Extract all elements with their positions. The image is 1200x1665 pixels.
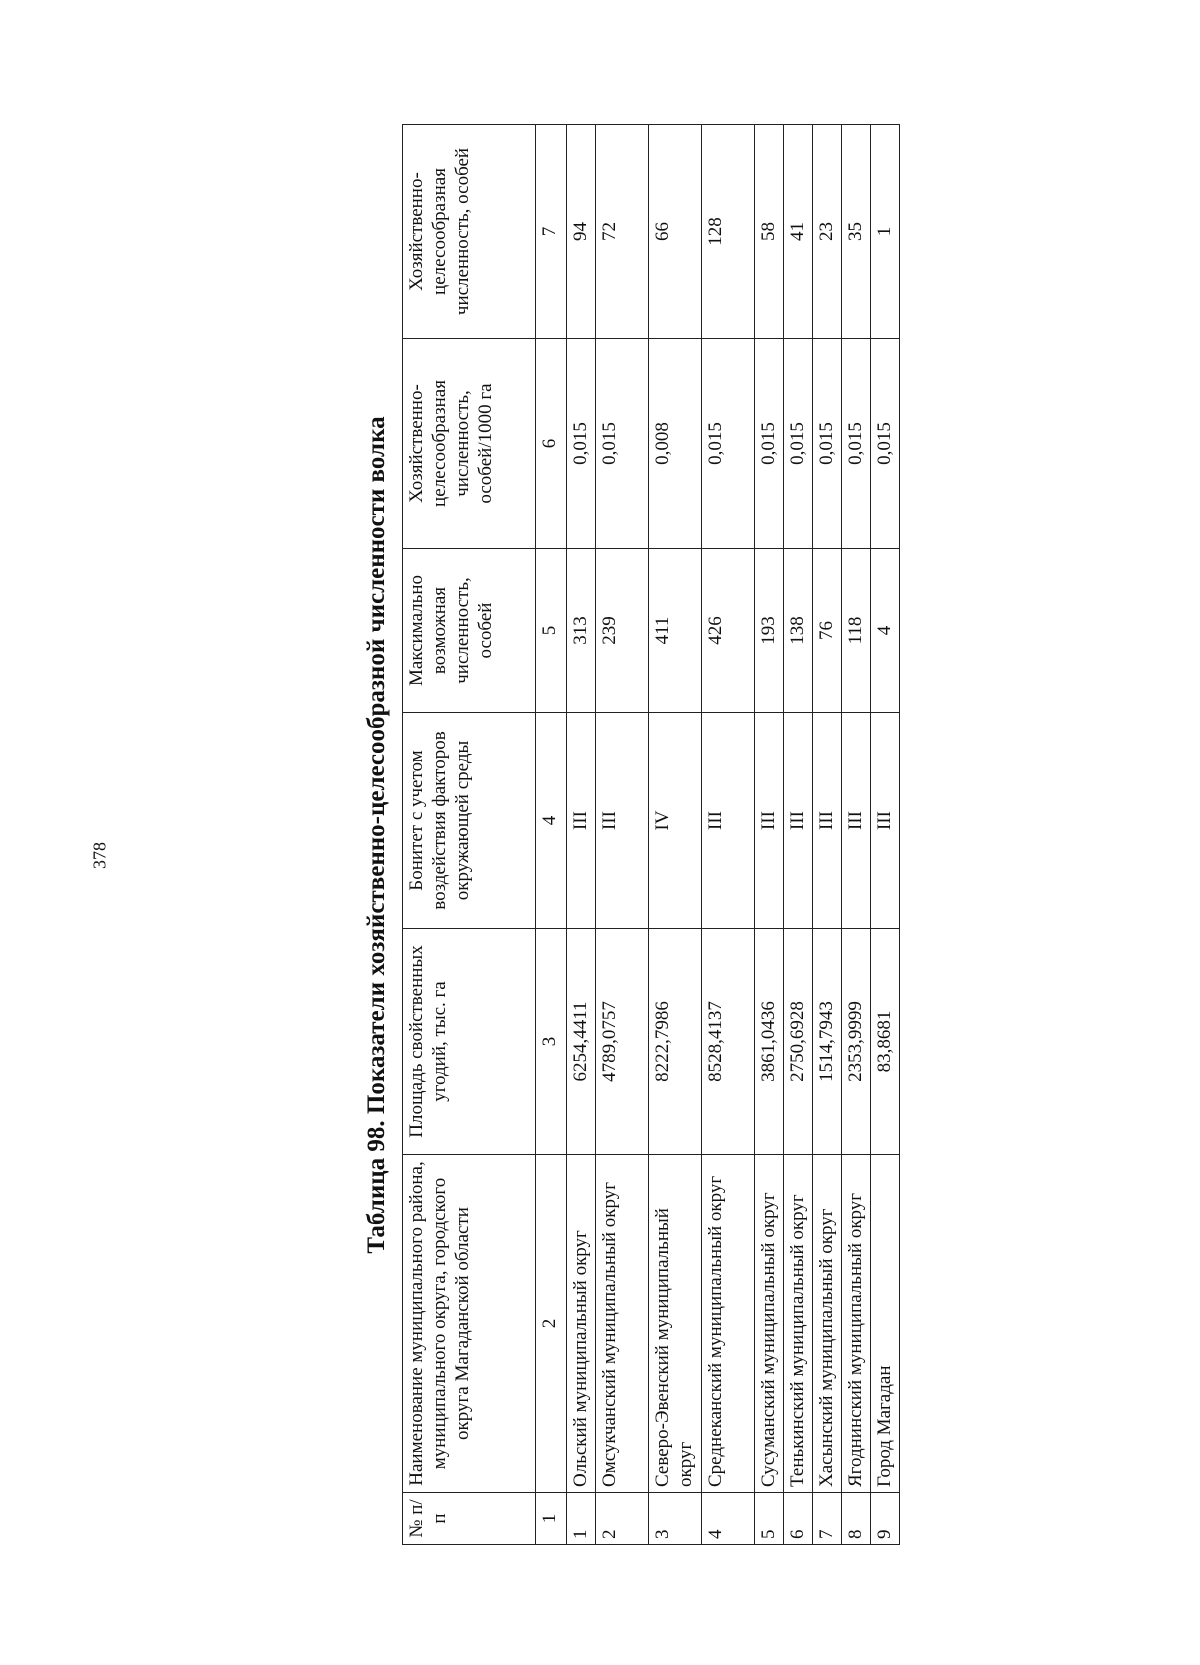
max-count-value: 193 [755,549,784,713]
table-header-row [403,125,536,1545]
max-count-value: 138 [784,549,813,713]
area-value: 3861,0436 [755,929,784,1155]
header-cell: Хозяйственно-целесообразная численность, особей/1000 га [403,339,536,549]
row-number: 5 [755,1493,784,1545]
count-value: 1 [871,125,900,339]
header-cell: Площадь свойственных угодий, тыс. га [403,929,536,1155]
area-value: 2353,9999 [842,929,871,1155]
density-value: 0,015 [755,339,784,549]
max-count-value: 76 [813,549,842,713]
area-value: 4789,0757 [596,929,649,1155]
row-number: 2 [596,1493,649,1545]
area-value: 2750,6928 [784,929,813,1155]
area-value: 8222,7986 [649,929,702,1155]
row-number: 6 [784,1493,813,1545]
header-cell: Максимально возможная численность, особей [403,549,536,713]
column-number-row [536,125,567,1545]
table-row [871,125,900,1545]
bonitet-value: III [813,713,842,929]
table-row [702,125,755,1545]
table-row [596,125,649,1545]
count-value: 41 [784,125,813,339]
density-value: 0,008 [649,339,702,549]
table-row [567,125,596,1545]
bonitet-value: III [567,713,596,929]
table-title: Таблица 98. Показатели хозяйственно-целесообразной численности волка [363,416,390,1254]
density-value: 0,015 [567,339,596,549]
max-count-value: 4 [871,549,900,713]
row-number: 9 [871,1493,900,1545]
column-number: 6 [536,339,567,549]
count-value: 35 [842,125,871,339]
bonitet-value: III [702,713,755,929]
count-value: 72 [596,125,649,339]
table-row [649,125,702,1545]
column-number: 2 [536,1155,567,1493]
column-number: 5 [536,549,567,713]
table-row [813,125,842,1545]
density-value: 0,015 [813,339,842,549]
table-row [755,125,784,1545]
density-value: 0,015 [784,339,813,549]
header-cell: Наименование муниципального района, муниципального округа, городского округа Магаданской области [403,1155,536,1493]
district-name: Хасынский муниципальный округ [813,1155,842,1493]
count-value: 58 [755,125,784,339]
district-name: Сусуманский муниципальный округ [755,1155,784,1493]
max-count-value: 426 [702,549,755,713]
column-number: 7 [536,125,567,339]
count-value: 128 [702,125,755,339]
bonitet-value: III [871,713,900,929]
max-count-value: 411 [649,549,702,713]
max-count-value: 239 [596,549,649,713]
district-name: Ягоднинский муниципальный округ [842,1155,871,1493]
header-cell: Бонитет с учетом воздействия факторов окружающей среды [403,713,536,929]
area-value: 8528,4137 [702,929,755,1155]
bonitet-value: III [596,713,649,929]
bonitet-value: IV [649,713,702,929]
row-number: 3 [649,1493,702,1545]
column-number: 4 [536,713,567,929]
count-value: 23 [813,125,842,339]
bonitet-value: III [755,713,784,929]
area-value: 83,8681 [871,929,900,1155]
area-value: 6254,4411 [567,929,596,1155]
wolf-population-table [402,124,900,1545]
count-value: 94 [567,125,596,339]
header-cell: № п/п [403,1493,536,1545]
column-number: 1 [536,1493,567,1545]
district-name: Тенькинский муниципальный округ [784,1155,813,1493]
density-value: 0,015 [702,339,755,549]
column-number: 3 [536,929,567,1155]
page-number: 378 [89,842,110,869]
max-count-value: 118 [842,549,871,713]
district-name: Омсукчанский муниципальный округ [596,1155,649,1493]
district-name: Среднеканский муниципальный округ [702,1155,755,1493]
count-value: 66 [649,125,702,339]
max-count-value: 313 [567,549,596,713]
density-value: 0,015 [842,339,871,549]
table-row [784,125,813,1545]
rotated-page-content [352,125,912,1545]
district-name: Город Магадан [871,1155,900,1493]
row-number: 7 [813,1493,842,1545]
density-value: 0,015 [596,339,649,549]
district-name: Ольский муниципальный округ [567,1155,596,1493]
bonitet-value: III [842,713,871,929]
table-row [842,125,871,1545]
header-cell: Хозяйственно-целесообразная численность, особей [403,125,536,339]
density-value: 0,015 [871,339,900,549]
area-value: 1514,7943 [813,929,842,1155]
row-number: 8 [842,1493,871,1545]
row-number: 1 [567,1493,596,1545]
district-name: Северо-Эвенский муниципальный округ [649,1155,702,1493]
row-number: 4 [702,1493,755,1545]
bonitet-value: III [784,713,813,929]
